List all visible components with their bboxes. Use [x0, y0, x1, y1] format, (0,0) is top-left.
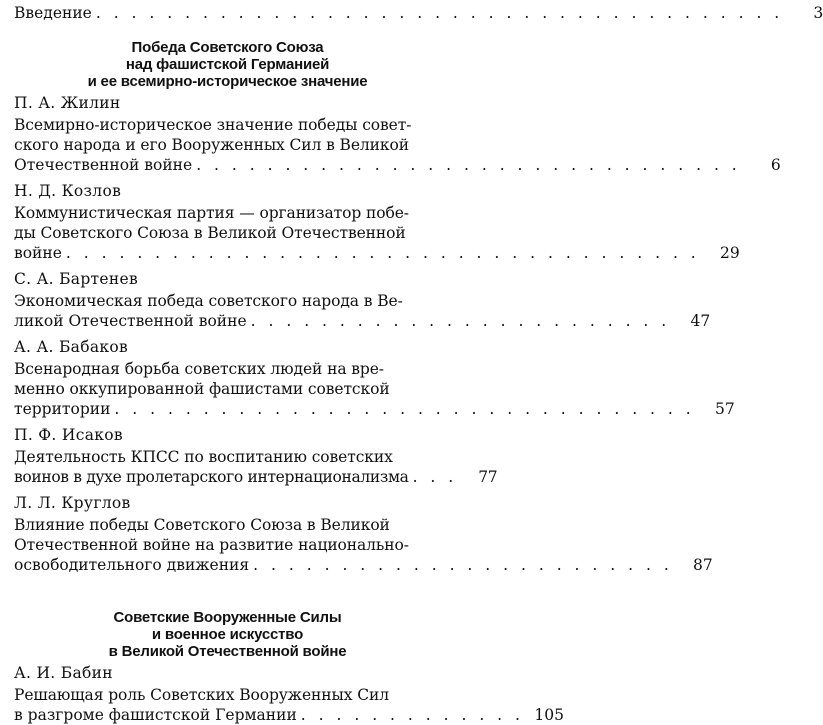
- entry-title-last: в разгроме фашистской Германии: [14, 706, 297, 724]
- dot-leader: . . . . . . . . . . . . . . . . . . . . . . . . . . . . . . . . . . . .: [65, 244, 700, 262]
- toc-section: [14, 39, 781, 575]
- toc-intro-row: [14, 3, 823, 23]
- entry-author: Н. Д. Козлов: [14, 182, 122, 200]
- toc-entry: [14, 337, 735, 419]
- section-heading: [14, 39, 441, 90]
- entry-author: Л. Л. Круглов: [14, 494, 131, 512]
- entry-author: П. Ф. Исаков: [14, 426, 123, 444]
- entry-last-line: [14, 243, 740, 263]
- entry-title-last: территории: [14, 400, 111, 418]
- dot-leader: . . . . . . . . . . . . . . . . . . . . . . . .: [250, 312, 671, 330]
- entry-title-last: Отечественной войне: [14, 156, 193, 174]
- entry-page: 57: [714, 400, 735, 418]
- toc-intro-page: 3: [813, 4, 823, 22]
- entry-title-line: ды Советского Союза в Великой Отечественной: [14, 224, 406, 242]
- entry-last-line: [14, 705, 564, 725]
- section-heading-line: Советские Вооруженные Силы: [113, 609, 342, 626]
- toc-intro-title: Введение: [14, 4, 92, 22]
- entry-title-line: Коммунистическая партия — организатор побе-: [14, 204, 409, 222]
- section-heading: [14, 609, 441, 660]
- toc-entry: [14, 663, 564, 725]
- entry-last-line: [14, 467, 498, 487]
- entry-author: С. А. Бартенев: [14, 270, 139, 288]
- dot-leader: . . . . . . . . . . . . . . . . . . . . . . . .: [253, 556, 673, 574]
- entry-last-line: [14, 155, 781, 175]
- section-heading-line: Победа Советского Союза: [131, 39, 324, 56]
- entry-title-line: Всенародная борьба советских людей на вре-: [14, 360, 384, 378]
- dot-leader: . . .: [412, 468, 458, 486]
- entry-last-line: [14, 399, 735, 419]
- entry-page: 87: [693, 556, 713, 574]
- entry-title-line: Решающая роль Советских Вооруженных Сил: [14, 686, 389, 704]
- toc-entry: [14, 425, 498, 487]
- entry-title-line: ского народа и его Вооруженных Сил в Великой: [14, 136, 409, 154]
- dot-leader: . . . . . . . . . . . . . . . . . . . . . . . . . . . . . . . . . . . . . . .: [95, 4, 784, 22]
- entry-title-line: Отечественной войне на развитие национально-: [14, 536, 409, 554]
- entry-page: 6: [770, 156, 781, 174]
- dot-leader: . . . . . . . . . . . . .: [300, 706, 524, 724]
- dot-leader: . . . . . . . . . . . . . . . . . . . . . . . . . . . . . . .: [196, 156, 741, 174]
- entry-author: А. А. Бабаков: [14, 338, 129, 356]
- section-heading-line: над фашистской Германией: [125, 56, 330, 73]
- entry-title-last: воинов в духе пролетарского интернационализма: [14, 468, 409, 486]
- entry-page: 29: [720, 244, 740, 262]
- entry-last-line: [14, 555, 713, 575]
- dot-leader: . . . . . . . . . . . . . . . . . . . . . . . . . . . . . . . . .: [114, 400, 695, 418]
- section-heading-line: и ее всемирно-историческое значение: [87, 73, 368, 90]
- entry-title-last: ликой Отечественной войне: [14, 312, 247, 330]
- entry-title-line: Экономическая победа советского народа в Ве-: [14, 292, 403, 310]
- entry-page: 105: [534, 706, 564, 724]
- entry-title-line: менно оккупированной фашистами советской: [14, 380, 390, 398]
- entry-title-line: Влияние победы Советского Союза в Великой: [14, 516, 390, 534]
- entry-title-last: войне: [14, 244, 62, 262]
- entry-page: 47: [690, 312, 711, 330]
- toc-entry: [14, 181, 740, 263]
- entry-page: 77: [478, 468, 498, 486]
- toc-entry: [14, 493, 713, 575]
- toc-entry: [14, 93, 781, 175]
- entry-title-last: освободительного движения: [14, 556, 250, 574]
- toc-section: [14, 609, 564, 725]
- entry-last-line: [14, 311, 711, 331]
- section-heading-line: в Великой Отечественной войне: [108, 643, 347, 660]
- entry-author: А. И. Бабин: [14, 664, 113, 682]
- section-heading-line: и военное искусство: [151, 626, 304, 643]
- entry-author: П. А. Жилин: [14, 94, 121, 112]
- toc-entry: [14, 269, 711, 331]
- entry-title-line: Всемирно-историческое значение победы совет-: [14, 116, 412, 134]
- entry-title-line: Деятельность КПСС по воспитанию советских: [14, 448, 393, 466]
